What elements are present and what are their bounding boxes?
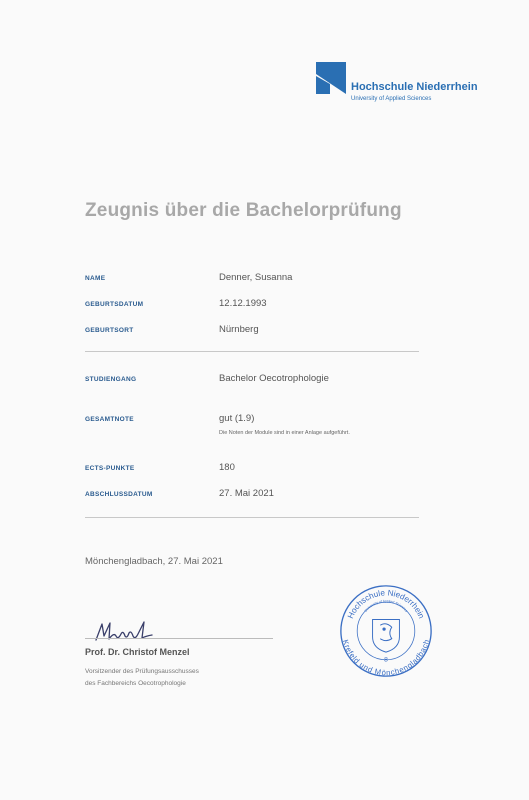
seal-top-text: Hochschule Niederrhein (346, 588, 426, 620)
signer-role-line: Vorsitzender des Prüfungsausschusses (85, 668, 199, 675)
field-value: Nürnberg (219, 324, 259, 335)
logo-name: Hochschule Niederrhein (351, 81, 478, 93)
field-label: ABSCHLUSSDATUM (85, 491, 153, 498)
official-seal (338, 583, 434, 679)
field-value: Bachelor Oecotrophologie (219, 373, 329, 384)
signer-role-line: des Fachbereichs Oecotrophologie (85, 680, 186, 687)
grade-note: Die Noten der Module sind in einer Anlage aufgeführt. (219, 430, 350, 436)
field-label: GESAMTNOTE (85, 416, 134, 423)
place-and-date: Mönchengladbach, 27. Mai 2021 (85, 556, 223, 567)
seal-bottom-text: Krefeld und Mönchengladbach (340, 638, 432, 678)
signature-image (92, 618, 162, 646)
field-label: STUDIENGANG (85, 376, 137, 383)
field-value: gut (1.9) (219, 413, 255, 424)
signature-line (85, 638, 273, 639)
field-label: GEBURTSORT (85, 327, 134, 334)
field-label: ECTS-PUNKTE (85, 465, 135, 472)
seal-number: 8 (384, 656, 388, 664)
logo-subtitle: University of Applied Sciences (351, 96, 432, 102)
divider (85, 351, 419, 352)
signer-role (85, 666, 199, 690)
seal-inner-text: University of Applied Sciences (363, 599, 409, 613)
field-value: Denner, Susanna (219, 272, 293, 283)
svg-text:Hochschule Niederrhein (346, 588, 426, 619)
coat-of-arms-icon (373, 619, 400, 652)
logo-mark-icon (316, 62, 346, 94)
university-logo (316, 62, 478, 102)
document-title: Zeugnis über die Bachelorprüfung (85, 200, 402, 221)
signer-name: Prof. Dr. Christof Menzel (85, 647, 190, 657)
field-value: 12.12.1993 (219, 298, 267, 309)
field-label: NAME (85, 275, 106, 282)
field-label: GEBURTSDATUM (85, 301, 144, 308)
divider (85, 517, 419, 518)
field-value: 27. Mai 2021 (219, 488, 274, 499)
field-value: 180 (219, 462, 235, 473)
